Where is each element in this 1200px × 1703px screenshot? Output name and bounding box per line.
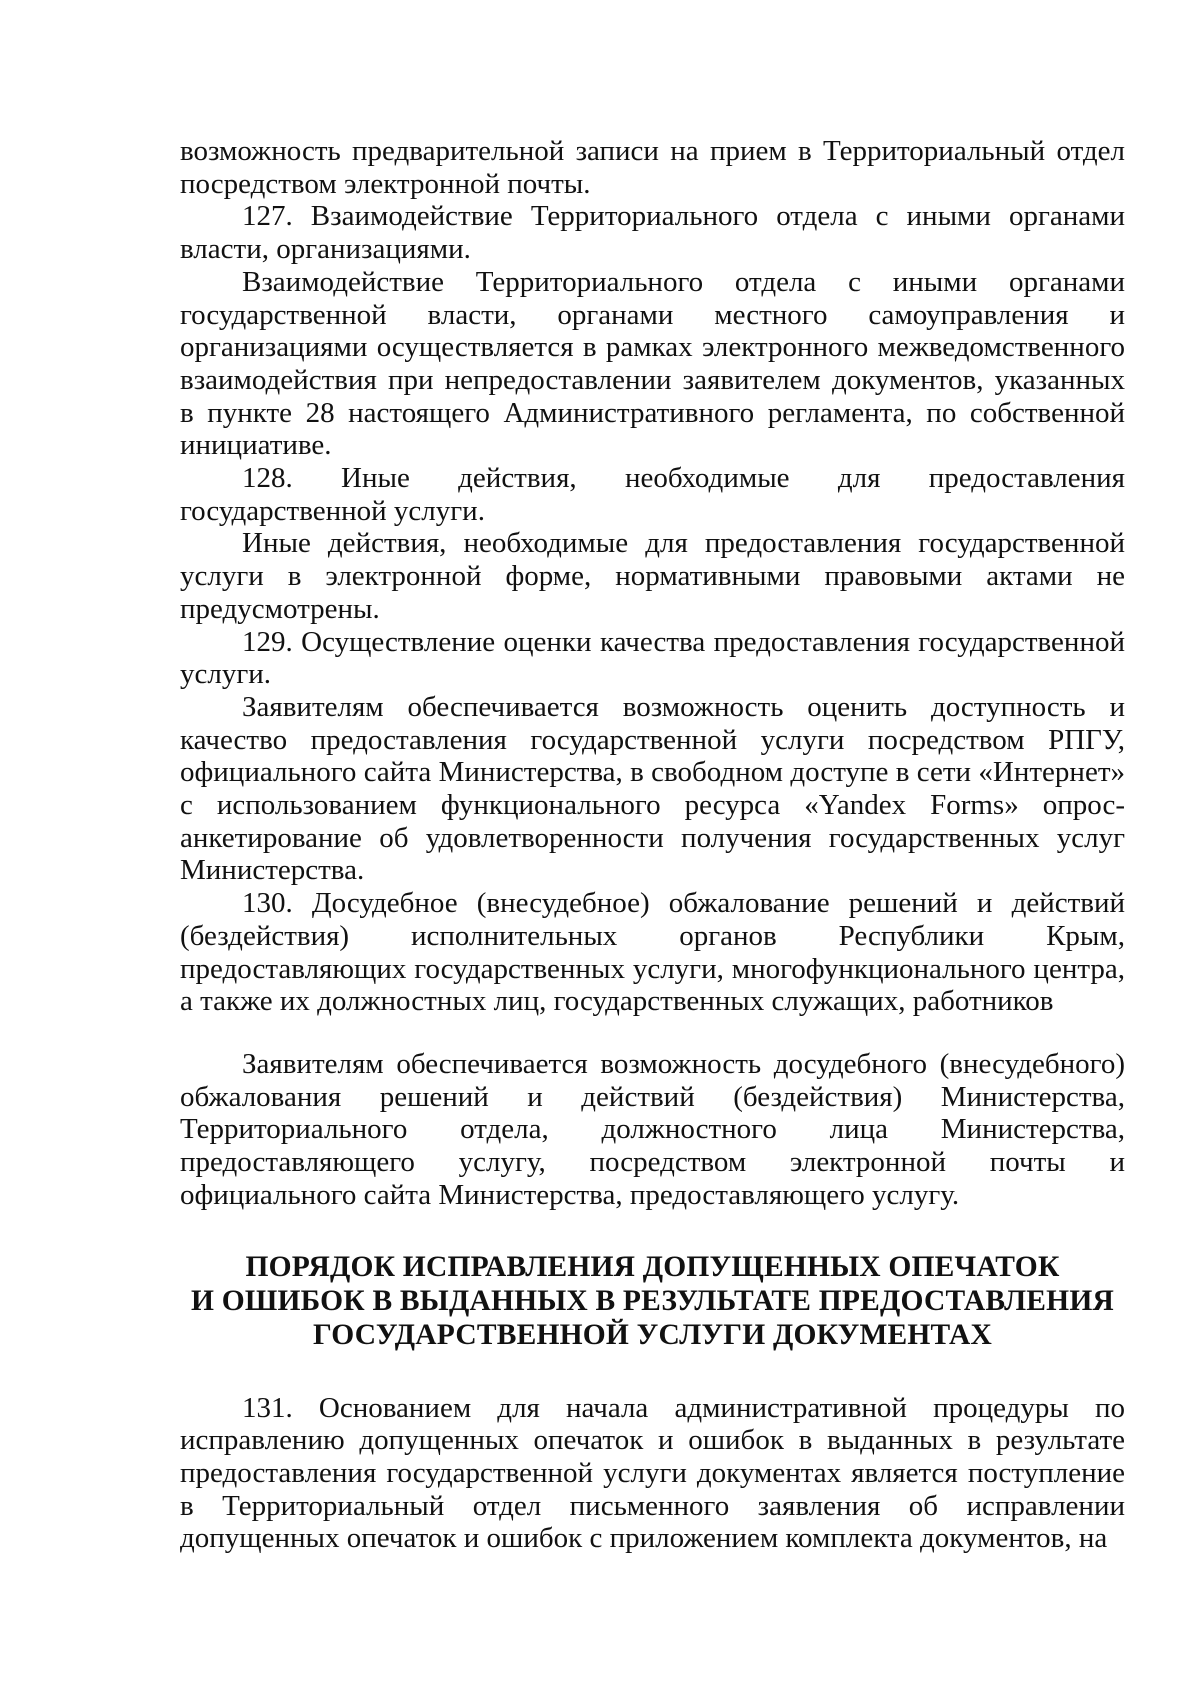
paragraph-128-title: 128. Иные действия, необходимые для предоставления государственной услуги.	[180, 462, 1125, 527]
section-heading-line-2: И ОШИБОК В ВЫДАННЫХ В РЕЗУЛЬТАТЕ ПРЕДОСТАВЛЕНИЯ	[191, 1284, 1114, 1317]
paragraph-127-body: Взаимодействие Территориального отдела с иными органами государственной власти, органами местного самоуправления и организациями осуществляется в рамках электронного межведомственного взаимодействия при непредоставлении заявителем документов, указанных в пункте 28 настоящего Административного регламента, по собственной инициативе.	[180, 265, 1125, 462]
section-heading-line-1: ПОРЯДОК ИСПРАВЛЕНИЯ ДОПУЩЕННЫХ ОПЕЧАТОК	[245, 1250, 1060, 1283]
paragraph-127-title: 127. Взаимодействие Территориального отдела с иными органами власти, организациями.	[180, 200, 1125, 266]
paragraph-129-title: 129. Осуществление оценки качества предоставления государственной услуги.	[180, 625, 1125, 691]
section-heading-line-3: ГОСУДАРСТВЕННОЙ УСЛУГИ ДОКУМЕНТАХ	[313, 1318, 992, 1351]
paragraph-continuation: возможность предварительной записи на прием в Территориальный отдел посредством электронной почты.	[180, 135, 1125, 200]
paragraph-131: 131. Основанием для начала административной процедуры по исправлению допущенных опечаток и ошибок в выданных в результате предоставления государственной услуги документах является поступление в Территориальный отдел письменного заявления об исправлении допущенных опечаток и ошибок с приложением комплекта документов, на	[180, 1391, 1125, 1555]
document-page	[180, 135, 1125, 1555]
paragraph-129-body: Заявителям обеспечивается возможность оценить доступность и качество предоставления государственной услуги посредством РПГУ, официального сайта Министерства, в свободном доступе в сети «Интернет» с использованием функционального ресурса «Yandex Forms» опрос-анкетирование об удовлетворенности получения государственных услуг Министерства.	[180, 690, 1125, 887]
section-heading	[180, 1250, 1125, 1352]
paragraph-130-title: 130. Досудебное (внесудебное) обжалование решений и действий (бездействия) исполнительных органов Республики Крым, предоставляющих государственных услуги, многофункционального центра, а также их должностных лиц, государственных служащих, работников	[180, 887, 1125, 1018]
paragraph-gap	[180, 1018, 1125, 1048]
paragraph-128-body: Иные действия, необходимые для предоставления государственной услуги в электронной форме, нормативными правовыми актами не предусмотрены.	[180, 527, 1125, 625]
paragraph-130-body: Заявителям обеспечивается возможность досудебного (внесудебного) обжалования решений и действий (бездействия) Министерства, Территориального отдела, должностного лица Министерства, предоставляющего услугу, посредством электронной почты и официального сайта Министерства, предоставляющего услугу.	[180, 1047, 1125, 1211]
